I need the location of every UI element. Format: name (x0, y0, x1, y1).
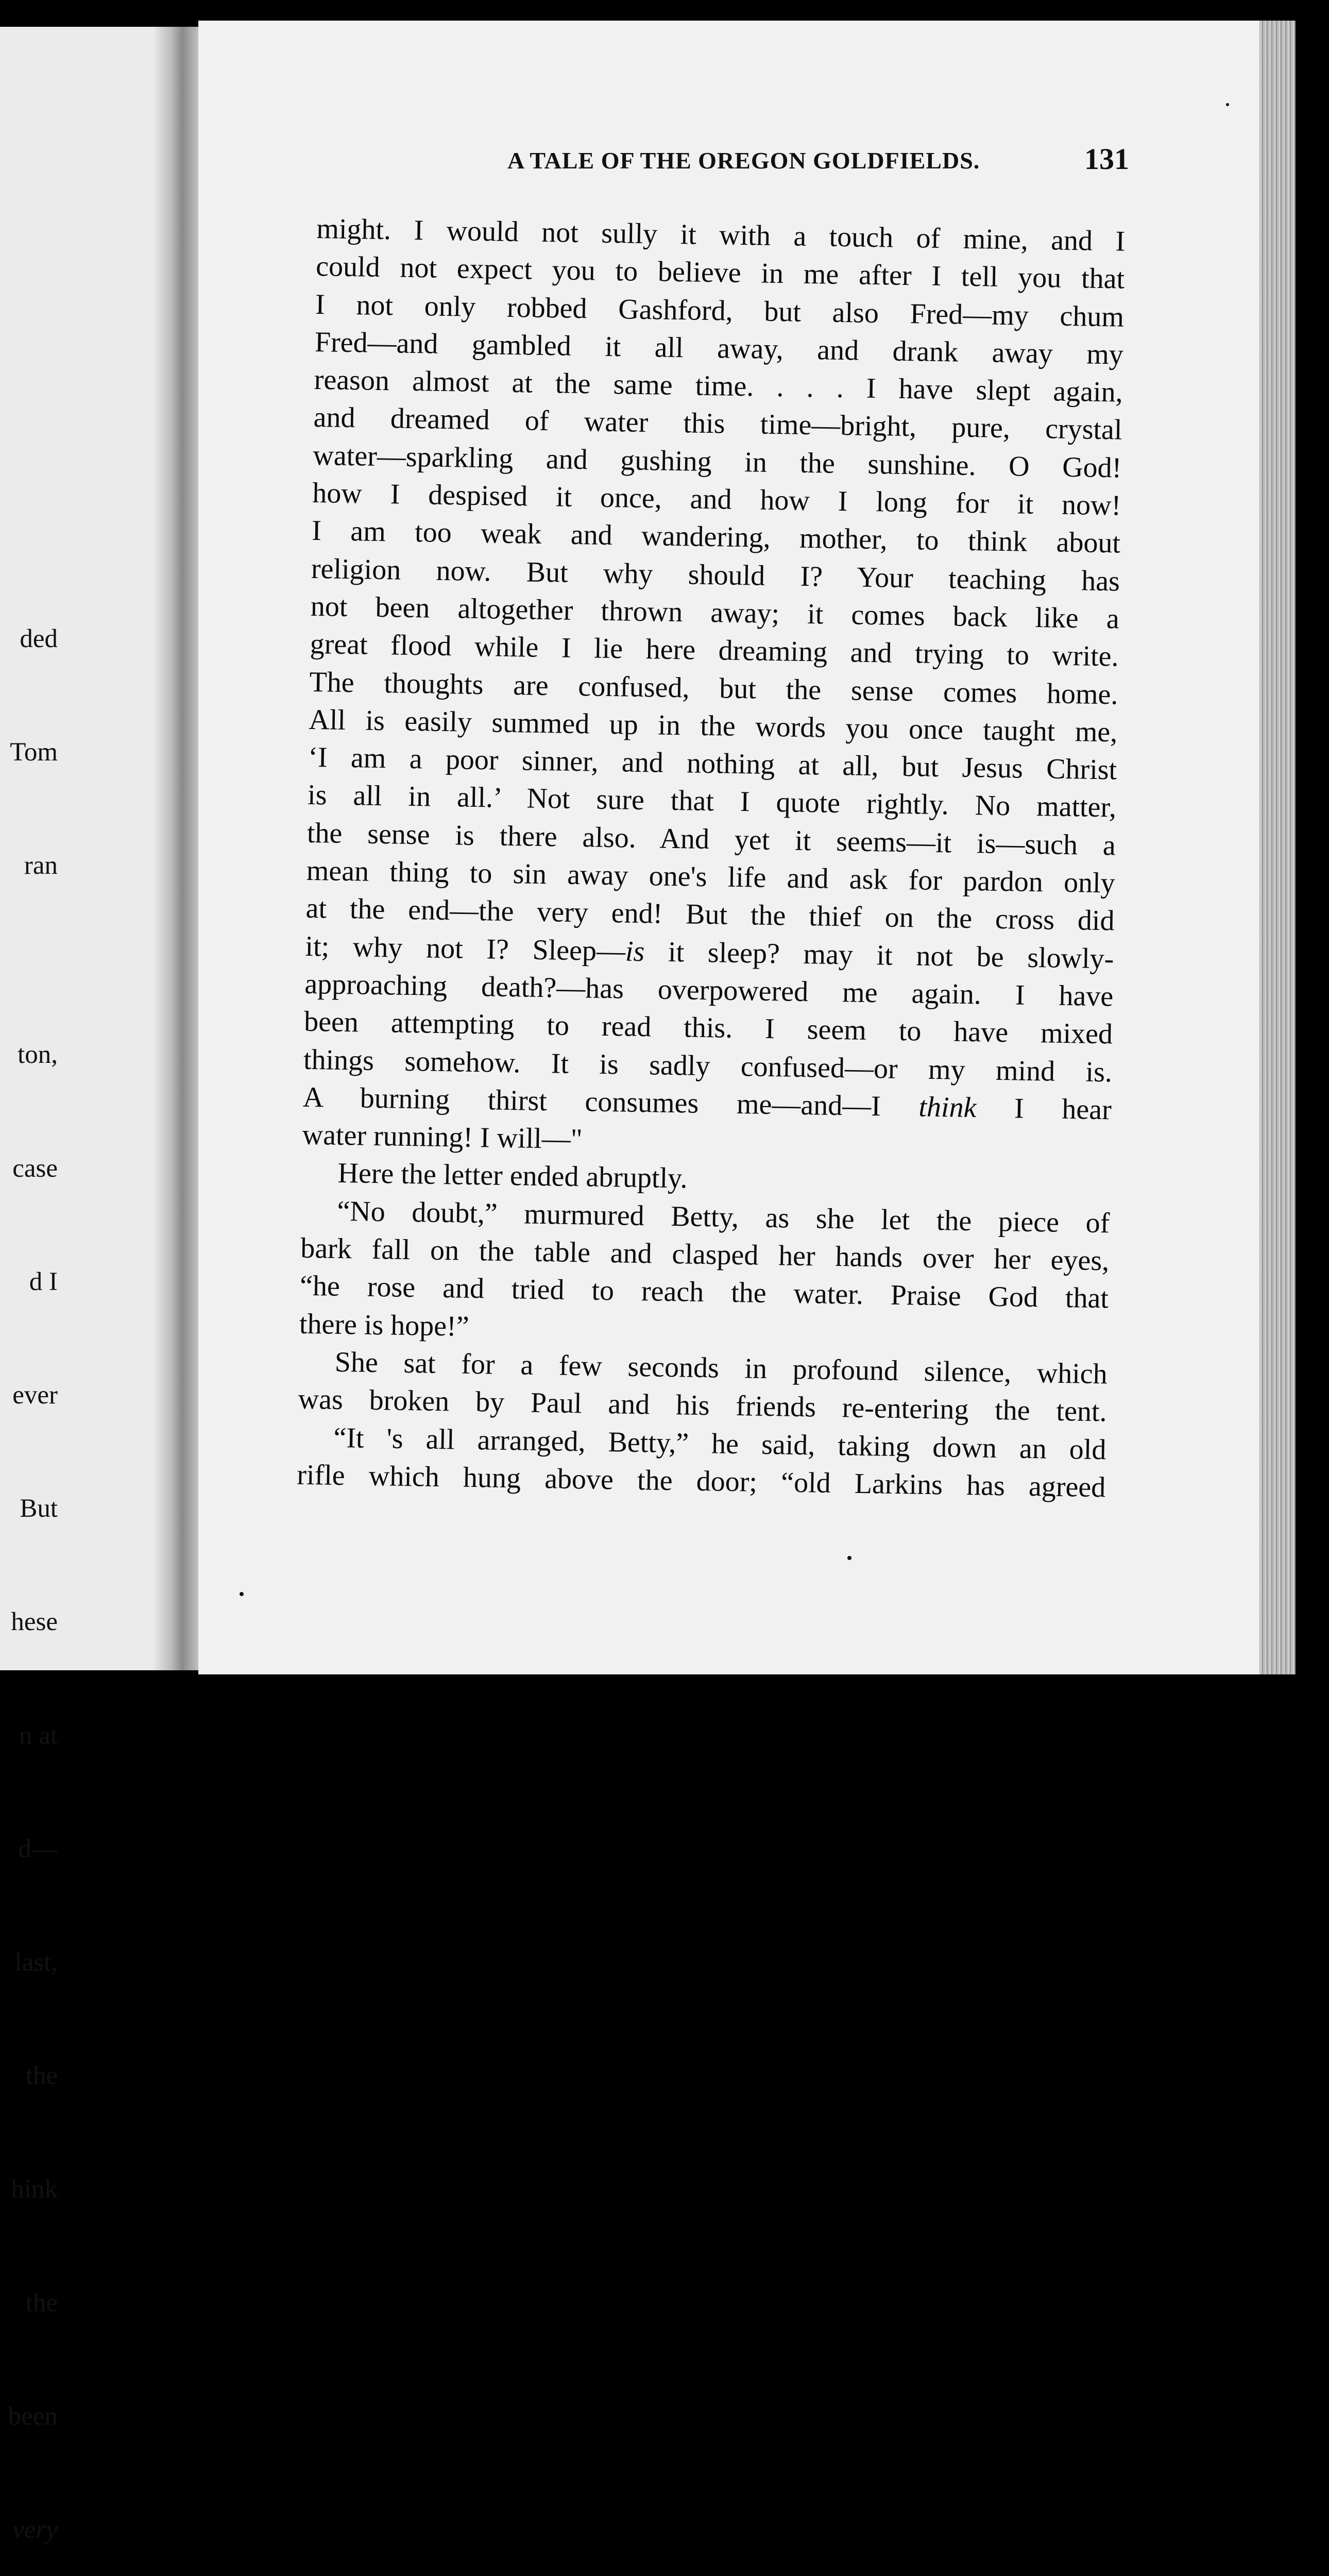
left-fragment: Tom (10, 738, 58, 767)
text-line: might. I would not sully it with a touch of mine, and I (316, 212, 1126, 258)
text-line: bark fall on the table and clasped her hands over her eyes, (300, 1232, 1110, 1277)
left-fragment: d— (18, 1834, 58, 1863)
text-line: water—sparkling and gushing in the sunshine. O God! (313, 439, 1122, 484)
text-line: The thoughts are confused, but the sense comes home. (309, 666, 1118, 711)
text-line: could not expect you to believe in me after I tell you that (315, 250, 1125, 295)
page-right (198, 21, 1296, 1674)
text-segment: it sleep? may it not be slowly- (644, 935, 1114, 975)
italic-emphasis: is (625, 935, 645, 968)
left-fragment: case (12, 1154, 58, 1183)
text-line: “No doubt,” murmured Betty, as she let the piece of (337, 1195, 1110, 1240)
text-line: not been altogether thrown away; it comes back like a (310, 590, 1120, 635)
text-segment: it; why not I? Sleep— (305, 930, 626, 968)
text-line: the sense is there also. And yet it seems—it is—such a (306, 817, 1116, 862)
page-number: 131 (1084, 142, 1129, 176)
page-edge-stack (1259, 21, 1296, 1674)
left-fragment: n at (19, 1721, 58, 1750)
text-line: She sat for a few seconds in profound silence, which (334, 1346, 1108, 1391)
italic-emphasis: think (918, 1091, 977, 1124)
text-line: is all in all.’ Not sure that I quote rightly. No matter, (307, 779, 1117, 824)
left-fragment: hese (11, 1607, 58, 1637)
text-line: reason almost at the same time. . . . I have slept again, (314, 364, 1123, 409)
left-fragment: the (25, 2061, 58, 2091)
left-fragment: ever (12, 1380, 58, 1410)
text-line: great flood while I lie here dreaming and trying to write. (310, 628, 1119, 673)
text-line: and dreamed of water this time—bright, pure, crystal (313, 401, 1122, 447)
left-fragment: very (12, 2515, 58, 2545)
ink-speck (240, 1592, 244, 1596)
text-line: at the end—the very end! But the thief on the cross did (305, 892, 1115, 937)
text-segment: I hear (976, 1092, 1112, 1126)
left-fragment: hink (11, 2175, 58, 2204)
text-segment: A burning thirst consumes me—and—I (302, 1081, 919, 1123)
left-fragment: ran (24, 851, 58, 880)
text-line: “It 's all arranged, Betty,” he said, taking down an old (333, 1421, 1106, 1466)
text-line: Here the letter ended abruptly. (337, 1157, 688, 1195)
left-page-text-fragments (0, 545, 58, 2576)
text-line: mean thing to sin away one's life and ask for pardon only (306, 854, 1116, 900)
ink-speck (847, 1556, 851, 1560)
body-text (297, 210, 1126, 1506)
text-line: approaching death?—has overpowered me again. I have (304, 968, 1114, 1013)
running-header: A TALE OF THE OREGON GOLDFIELDS. (507, 147, 980, 174)
text-line: been attempting to read this. I seem to have mixed (303, 1006, 1113, 1050)
left-fragment: ton, (18, 1040, 58, 1070)
left-fragment: ded (20, 624, 58, 653)
left-fragment: the (25, 2288, 58, 2317)
text-line: Fred—and gambled it all away, and drank away my (314, 326, 1124, 371)
text-line: I am too weak and wandering, mother, to think about (311, 515, 1121, 560)
text-line: All is easily summed up in the words you once taught me, (308, 703, 1118, 749)
left-fragment: d I (29, 1267, 58, 1296)
text-line: there is hope!” (299, 1308, 470, 1343)
ink-speck (1226, 103, 1229, 106)
text-line: water running! I will—" (302, 1118, 583, 1156)
text-line: I not only robbed Gashford, but also Fred—my chum (315, 288, 1124, 333)
text-line: things somehow. It is sadly confused—or my mind is. (303, 1043, 1113, 1088)
text-line: ‘I am a poor sinner, and nothing at all, but Jesus Christ (308, 741, 1117, 786)
left-fragment: last, (14, 1948, 58, 1977)
text-line: was broken by Paul and his friends re-entering the tent. (298, 1383, 1108, 1428)
book-gutter-shadow (155, 27, 201, 1670)
text-line: rifle which hung above the door; “old Larkins has agreed (296, 1459, 1106, 1504)
text-line: “he rose and tried to reach the water. Praise God that (299, 1270, 1109, 1315)
left-fragment: been (8, 2401, 58, 2431)
text-line: religion now. But why should I? Your teaching has (311, 552, 1120, 598)
left-fragment: But (20, 1494, 58, 1523)
text-line: how I despised it once, and how I long for it now! (312, 477, 1121, 522)
